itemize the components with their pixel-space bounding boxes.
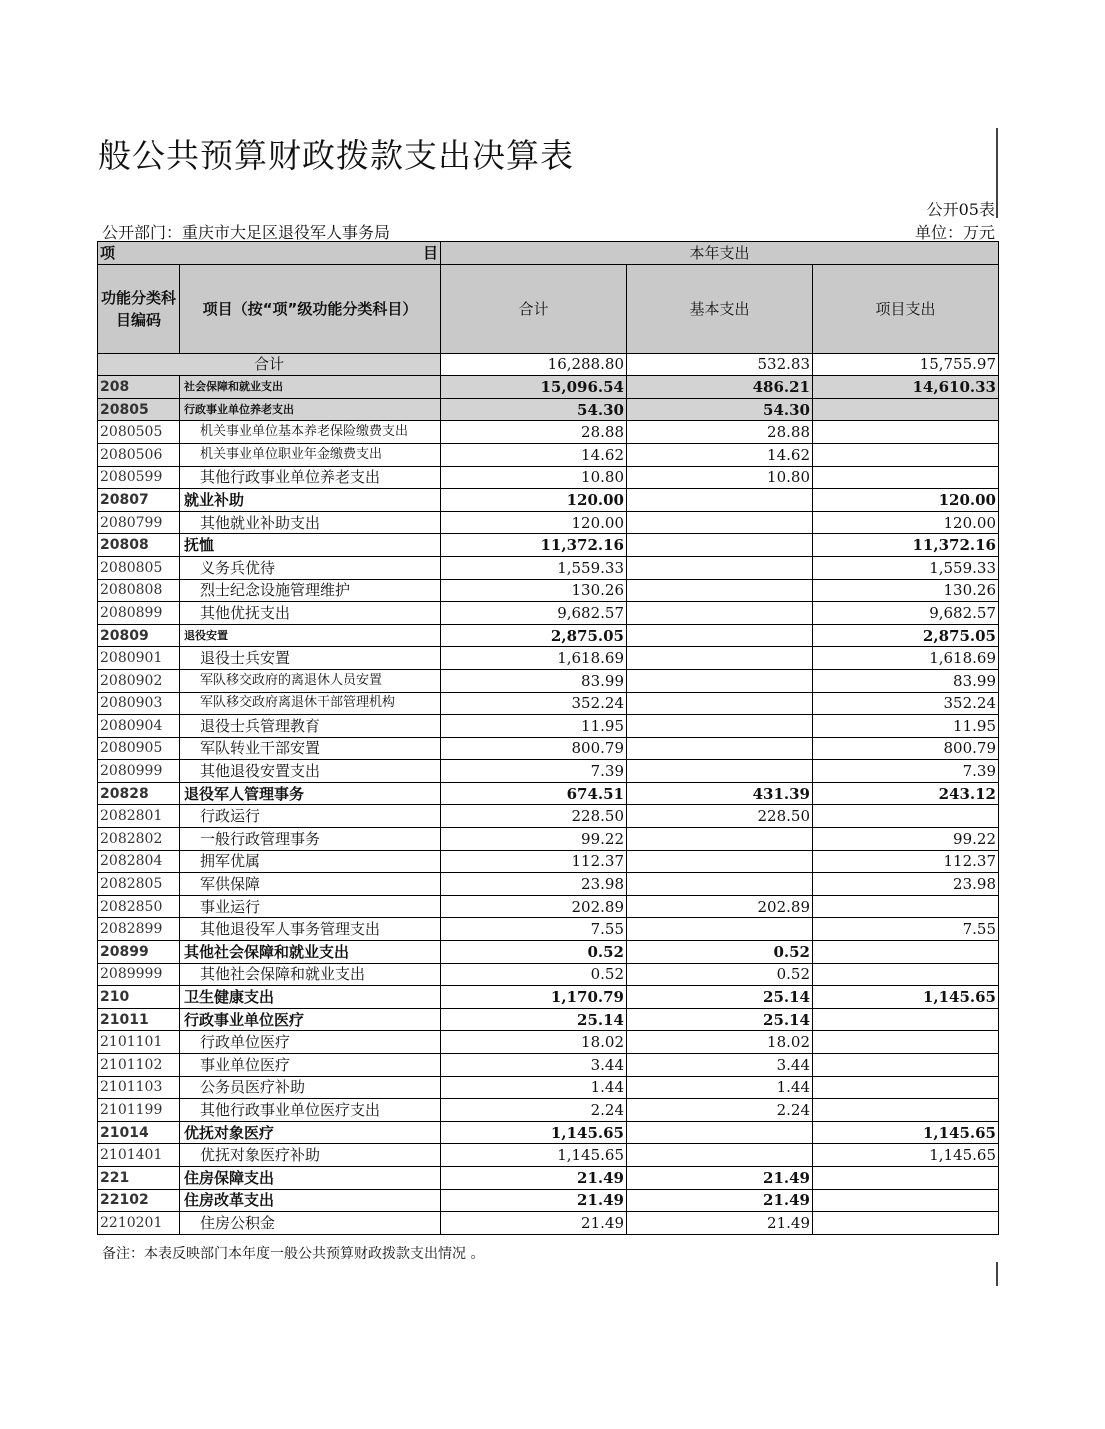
row-name: 退役安置 xyxy=(180,624,441,647)
row-name: 公务员医疗补助 xyxy=(180,1076,441,1099)
row-name: 行政运行 xyxy=(180,805,441,828)
row-code: 2080599 xyxy=(98,466,180,489)
table-row xyxy=(98,850,999,873)
row-total: 0.52 xyxy=(441,963,627,986)
row-project xyxy=(813,895,999,918)
header-project-col: 项目支出 xyxy=(813,264,999,353)
unit-label: 单位：万元 xyxy=(914,223,995,242)
row-total: 11,372.16 xyxy=(441,534,627,557)
row-project xyxy=(813,941,999,964)
row-code: 21011 xyxy=(98,1008,180,1031)
row-total: 99.22 xyxy=(441,828,627,851)
row-basic xyxy=(627,534,813,557)
row-total: 14.62 xyxy=(441,443,627,466)
header-item-cell xyxy=(98,242,441,265)
row-code: 2082850 xyxy=(98,895,180,918)
row-name: 社会保障和就业支出 xyxy=(180,376,441,399)
row-code: 210 xyxy=(98,986,180,1009)
row-basic: 21.49 xyxy=(627,1166,813,1189)
row-total: 112.37 xyxy=(441,850,627,873)
row-total: 21.49 xyxy=(441,1212,627,1235)
row-name: 住房公积金 xyxy=(180,1212,441,1235)
row-project xyxy=(813,398,999,421)
row-basic: 21.49 xyxy=(627,1189,813,1212)
row-code: 2080901 xyxy=(98,647,180,670)
row-code: 2080808 xyxy=(98,579,180,602)
table-row xyxy=(98,805,999,828)
row-basic xyxy=(627,602,813,625)
row-basic xyxy=(627,669,813,692)
row-basic xyxy=(627,511,813,534)
row-basic xyxy=(627,873,813,896)
row-project xyxy=(813,1189,999,1212)
row-basic xyxy=(627,489,813,512)
row-name: 其他优抚支出 xyxy=(180,602,441,625)
row-code: 2101102 xyxy=(98,1054,180,1077)
row-code: 20809 xyxy=(98,624,180,647)
row-project: 11,372.16 xyxy=(813,534,999,557)
row-basic xyxy=(627,579,813,602)
row-total: 3.44 xyxy=(441,1054,627,1077)
row-name: 退役士兵管理教育 xyxy=(180,715,441,738)
header-row-2 xyxy=(98,264,999,353)
row-name: 机关事业单位基本养老保险缴费支出 xyxy=(180,421,441,444)
row-project: 83.99 xyxy=(813,669,999,692)
table-row xyxy=(98,534,999,557)
row-project xyxy=(813,1008,999,1031)
table-row xyxy=(98,828,999,851)
row-name: 优抚对象医疗 xyxy=(180,1121,441,1144)
table-row xyxy=(98,421,999,444)
row-code: 20899 xyxy=(98,941,180,964)
row-total: 0.52 xyxy=(441,941,627,964)
table-row xyxy=(98,1189,999,1212)
row-name: 其他行政事业单位养老支出 xyxy=(180,466,441,489)
page-title: 般公共预算财政拨款支出决算表 xyxy=(98,136,574,175)
form-number: 公开05表 xyxy=(926,200,995,219)
row-code: 208 xyxy=(98,376,180,399)
row-total: 21.49 xyxy=(441,1189,627,1212)
row-code: 20805 xyxy=(98,398,180,421)
row-code: 2080904 xyxy=(98,715,180,738)
row-basic xyxy=(627,737,813,760)
row-code: 2101401 xyxy=(98,1144,180,1167)
table-row xyxy=(98,647,999,670)
table-row xyxy=(98,556,999,579)
row-total: 28.88 xyxy=(441,421,627,444)
row-project: 352.24 xyxy=(813,692,999,715)
row-project: 1,145.65 xyxy=(813,1144,999,1167)
table-row xyxy=(98,692,999,715)
row-total: 18.02 xyxy=(441,1031,627,1054)
table-row xyxy=(98,760,999,783)
header-code-col: 功能分类科目编码 xyxy=(98,264,180,353)
row-total: 1,170.79 xyxy=(441,986,627,1009)
row-project: 7.39 xyxy=(813,760,999,783)
header-name-col: 项目（按“项”级功能分类科目） xyxy=(180,264,441,353)
row-code: 221 xyxy=(98,1166,180,1189)
row-project: 130.26 xyxy=(813,579,999,602)
row-name: 其他社会保障和就业支出 xyxy=(180,941,441,964)
row-basic: 228.50 xyxy=(627,805,813,828)
row-project: 1,145.65 xyxy=(813,986,999,1009)
row-name: 军队移交政府离退休干部管理机构 xyxy=(180,692,441,715)
table-row xyxy=(98,624,999,647)
row-name: 烈士纪念设施管理维护 xyxy=(180,579,441,602)
table-row xyxy=(98,1008,999,1031)
row-total: 54.30 xyxy=(441,398,627,421)
row-name: 义务兵优待 xyxy=(180,556,441,579)
table-row xyxy=(98,398,999,421)
table-row xyxy=(98,466,999,489)
row-name: 其他退役军人事务管理支出 xyxy=(180,918,441,941)
row-basic xyxy=(627,556,813,579)
row-total: 1,145.65 xyxy=(441,1121,627,1144)
row-name: 军队转业干部安置 xyxy=(180,737,441,760)
row-name: 抚恤 xyxy=(180,534,441,557)
page-edge-line xyxy=(996,128,998,218)
table-row xyxy=(98,443,999,466)
row-code: 2082804 xyxy=(98,850,180,873)
row-code: 21014 xyxy=(98,1121,180,1144)
table-row xyxy=(98,579,999,602)
row-code: 2080505 xyxy=(98,421,180,444)
row-project: 9,682.57 xyxy=(813,602,999,625)
row-total: 800.79 xyxy=(441,737,627,760)
row-basic: 14.62 xyxy=(627,443,813,466)
row-project: 99.22 xyxy=(813,828,999,851)
row-name: 行政事业单位医疗 xyxy=(180,1008,441,1031)
table-row xyxy=(98,669,999,692)
row-project xyxy=(813,805,999,828)
header-total-col: 合计 xyxy=(441,264,627,353)
expenditure-table xyxy=(97,241,999,1235)
table-row xyxy=(98,941,999,964)
row-total: 1,618.69 xyxy=(441,647,627,670)
row-basic xyxy=(627,1121,813,1144)
row-code: 2082805 xyxy=(98,873,180,896)
row-basic: 202.89 xyxy=(627,895,813,918)
header-item-right: 目 xyxy=(422,243,438,262)
total-label: 合计 xyxy=(98,353,441,376)
total-row xyxy=(98,353,999,376)
total-project: 15,755.97 xyxy=(813,353,999,376)
row-name: 事业单位医疗 xyxy=(180,1054,441,1077)
row-name: 行政单位医疗 xyxy=(180,1031,441,1054)
table-row xyxy=(98,376,999,399)
row-name: 退役军人管理事务 xyxy=(180,782,441,805)
row-project xyxy=(813,963,999,986)
row-basic: 54.30 xyxy=(627,398,813,421)
row-code: 2101103 xyxy=(98,1076,180,1099)
row-name: 退役士兵安置 xyxy=(180,647,441,670)
row-code: 2082802 xyxy=(98,828,180,851)
row-name: 机关事业单位职业年金缴费支出 xyxy=(180,443,441,466)
row-code: 2210201 xyxy=(98,1212,180,1235)
table-row xyxy=(98,873,999,896)
row-name: 就业补助 xyxy=(180,489,441,512)
row-basic xyxy=(627,692,813,715)
row-total: 23.98 xyxy=(441,873,627,896)
row-total: 7.55 xyxy=(441,918,627,941)
row-project: 1,145.65 xyxy=(813,1121,999,1144)
row-total: 120.00 xyxy=(441,489,627,512)
table-body xyxy=(98,242,999,1235)
page-edge-line xyxy=(996,1262,998,1286)
row-code: 2082801 xyxy=(98,805,180,828)
row-basic: 25.14 xyxy=(627,1008,813,1031)
table-row xyxy=(98,737,999,760)
row-code: 22102 xyxy=(98,1189,180,1212)
row-total: 120.00 xyxy=(441,511,627,534)
row-project: 11.95 xyxy=(813,715,999,738)
row-total: 11.95 xyxy=(441,715,627,738)
row-code: 2080799 xyxy=(98,511,180,534)
row-basic xyxy=(627,647,813,670)
table-row xyxy=(98,1166,999,1189)
row-total: 21.49 xyxy=(441,1166,627,1189)
table-row xyxy=(98,1054,999,1077)
row-basic: 0.52 xyxy=(627,963,813,986)
table-row xyxy=(98,782,999,805)
row-project xyxy=(813,1054,999,1077)
row-code: 20828 xyxy=(98,782,180,805)
department-label: 公开部门：重庆市大足区退役军人事务局 xyxy=(102,223,391,242)
row-basic xyxy=(627,918,813,941)
row-basic: 2.24 xyxy=(627,1099,813,1122)
row-basic xyxy=(627,715,813,738)
row-project xyxy=(813,1166,999,1189)
row-basic xyxy=(627,850,813,873)
row-basic: 3.44 xyxy=(627,1054,813,1077)
row-name: 卫生健康支出 xyxy=(180,986,441,1009)
row-name: 其他就业补助支出 xyxy=(180,511,441,534)
row-basic: 21.49 xyxy=(627,1212,813,1235)
row-total: 10.80 xyxy=(441,466,627,489)
header-row-1 xyxy=(98,242,999,265)
header-this-year: 本年支出 xyxy=(441,242,999,265)
row-project: 7.55 xyxy=(813,918,999,941)
row-total: 7.39 xyxy=(441,760,627,783)
table-row xyxy=(98,511,999,534)
row-code: 2080805 xyxy=(98,556,180,579)
row-code: 2101199 xyxy=(98,1099,180,1122)
total-basic: 532.83 xyxy=(627,353,813,376)
table-row xyxy=(98,963,999,986)
row-project: 1,618.69 xyxy=(813,647,999,670)
row-name: 军供保障 xyxy=(180,873,441,896)
row-code: 2080899 xyxy=(98,602,180,625)
row-code: 2082899 xyxy=(98,918,180,941)
table-row xyxy=(98,602,999,625)
row-basic xyxy=(627,828,813,851)
row-name: 住房改革支出 xyxy=(180,1189,441,1212)
table-row xyxy=(98,1031,999,1054)
row-code: 2080902 xyxy=(98,669,180,692)
row-total: 2.24 xyxy=(441,1099,627,1122)
row-project: 243.12 xyxy=(813,782,999,805)
row-project: 120.00 xyxy=(813,511,999,534)
row-name: 其他社会保障和就业支出 xyxy=(180,963,441,986)
row-total: 83.99 xyxy=(441,669,627,692)
row-basic: 28.88 xyxy=(627,421,813,444)
footnote: 备注：本表反映部门本年度一般公共预算财政拨款支出情况 。 xyxy=(102,1246,485,1262)
row-code: 2080999 xyxy=(98,760,180,783)
row-basic: 1.44 xyxy=(627,1076,813,1099)
row-total: 1,145.65 xyxy=(441,1144,627,1167)
row-total: 1,559.33 xyxy=(441,556,627,579)
total-total: 16,288.80 xyxy=(441,353,627,376)
table-row xyxy=(98,986,999,1009)
row-name: 拥军优属 xyxy=(180,850,441,873)
table-row xyxy=(98,1076,999,1099)
row-basic: 18.02 xyxy=(627,1031,813,1054)
table-row xyxy=(98,489,999,512)
table-row xyxy=(98,715,999,738)
row-project: 112.37 xyxy=(813,850,999,873)
row-total: 25.14 xyxy=(441,1008,627,1031)
row-project: 14,610.33 xyxy=(813,376,999,399)
row-code: 2080905 xyxy=(98,737,180,760)
row-total: 9,682.57 xyxy=(441,602,627,625)
row-project xyxy=(813,421,999,444)
row-total: 15,096.54 xyxy=(441,376,627,399)
row-project xyxy=(813,466,999,489)
row-basic: 431.39 xyxy=(627,782,813,805)
table-row xyxy=(98,895,999,918)
row-project xyxy=(813,443,999,466)
table-row xyxy=(98,918,999,941)
row-total: 352.24 xyxy=(441,692,627,715)
row-project: 120.00 xyxy=(813,489,999,512)
row-name: 事业运行 xyxy=(180,895,441,918)
row-total: 1.44 xyxy=(441,1076,627,1099)
header-basic-col: 基本支出 xyxy=(627,264,813,353)
row-total: 228.50 xyxy=(441,805,627,828)
row-project xyxy=(813,1212,999,1235)
row-project: 1,559.33 xyxy=(813,556,999,579)
header-item-left: 项 xyxy=(100,243,116,262)
row-project xyxy=(813,1031,999,1054)
row-project: 23.98 xyxy=(813,873,999,896)
row-project: 800.79 xyxy=(813,737,999,760)
row-code: 2080903 xyxy=(98,692,180,715)
table-row xyxy=(98,1099,999,1122)
row-basic: 10.80 xyxy=(627,466,813,489)
row-total: 2,875.05 xyxy=(441,624,627,647)
table-row xyxy=(98,1121,999,1144)
row-code: 2089999 xyxy=(98,963,180,986)
row-total: 130.26 xyxy=(441,579,627,602)
row-code: 2080506 xyxy=(98,443,180,466)
row-basic xyxy=(627,1144,813,1167)
row-basic: 486.21 xyxy=(627,376,813,399)
row-name: 其他行政事业单位医疗支出 xyxy=(180,1099,441,1122)
row-total: 202.89 xyxy=(441,895,627,918)
row-code: 2101101 xyxy=(98,1031,180,1054)
row-basic: 25.14 xyxy=(627,986,813,1009)
row-basic xyxy=(627,760,813,783)
row-basic: 0.52 xyxy=(627,941,813,964)
row-code: 20807 xyxy=(98,489,180,512)
row-project: 2,875.05 xyxy=(813,624,999,647)
row-project xyxy=(813,1099,999,1122)
table-row xyxy=(98,1212,999,1235)
row-name: 住房保障支出 xyxy=(180,1166,441,1189)
row-name: 其他退役安置支出 xyxy=(180,760,441,783)
row-name: 军队移交政府的离退休人员安置 xyxy=(180,669,441,692)
row-basic xyxy=(627,624,813,647)
row-name: 优抚对象医疗补助 xyxy=(180,1144,441,1167)
row-total: 674.51 xyxy=(441,782,627,805)
row-project xyxy=(813,1076,999,1099)
row-code: 20808 xyxy=(98,534,180,557)
row-name: 一般行政管理事务 xyxy=(180,828,441,851)
table-row xyxy=(98,1144,999,1167)
row-name: 行政事业单位养老支出 xyxy=(180,398,441,421)
